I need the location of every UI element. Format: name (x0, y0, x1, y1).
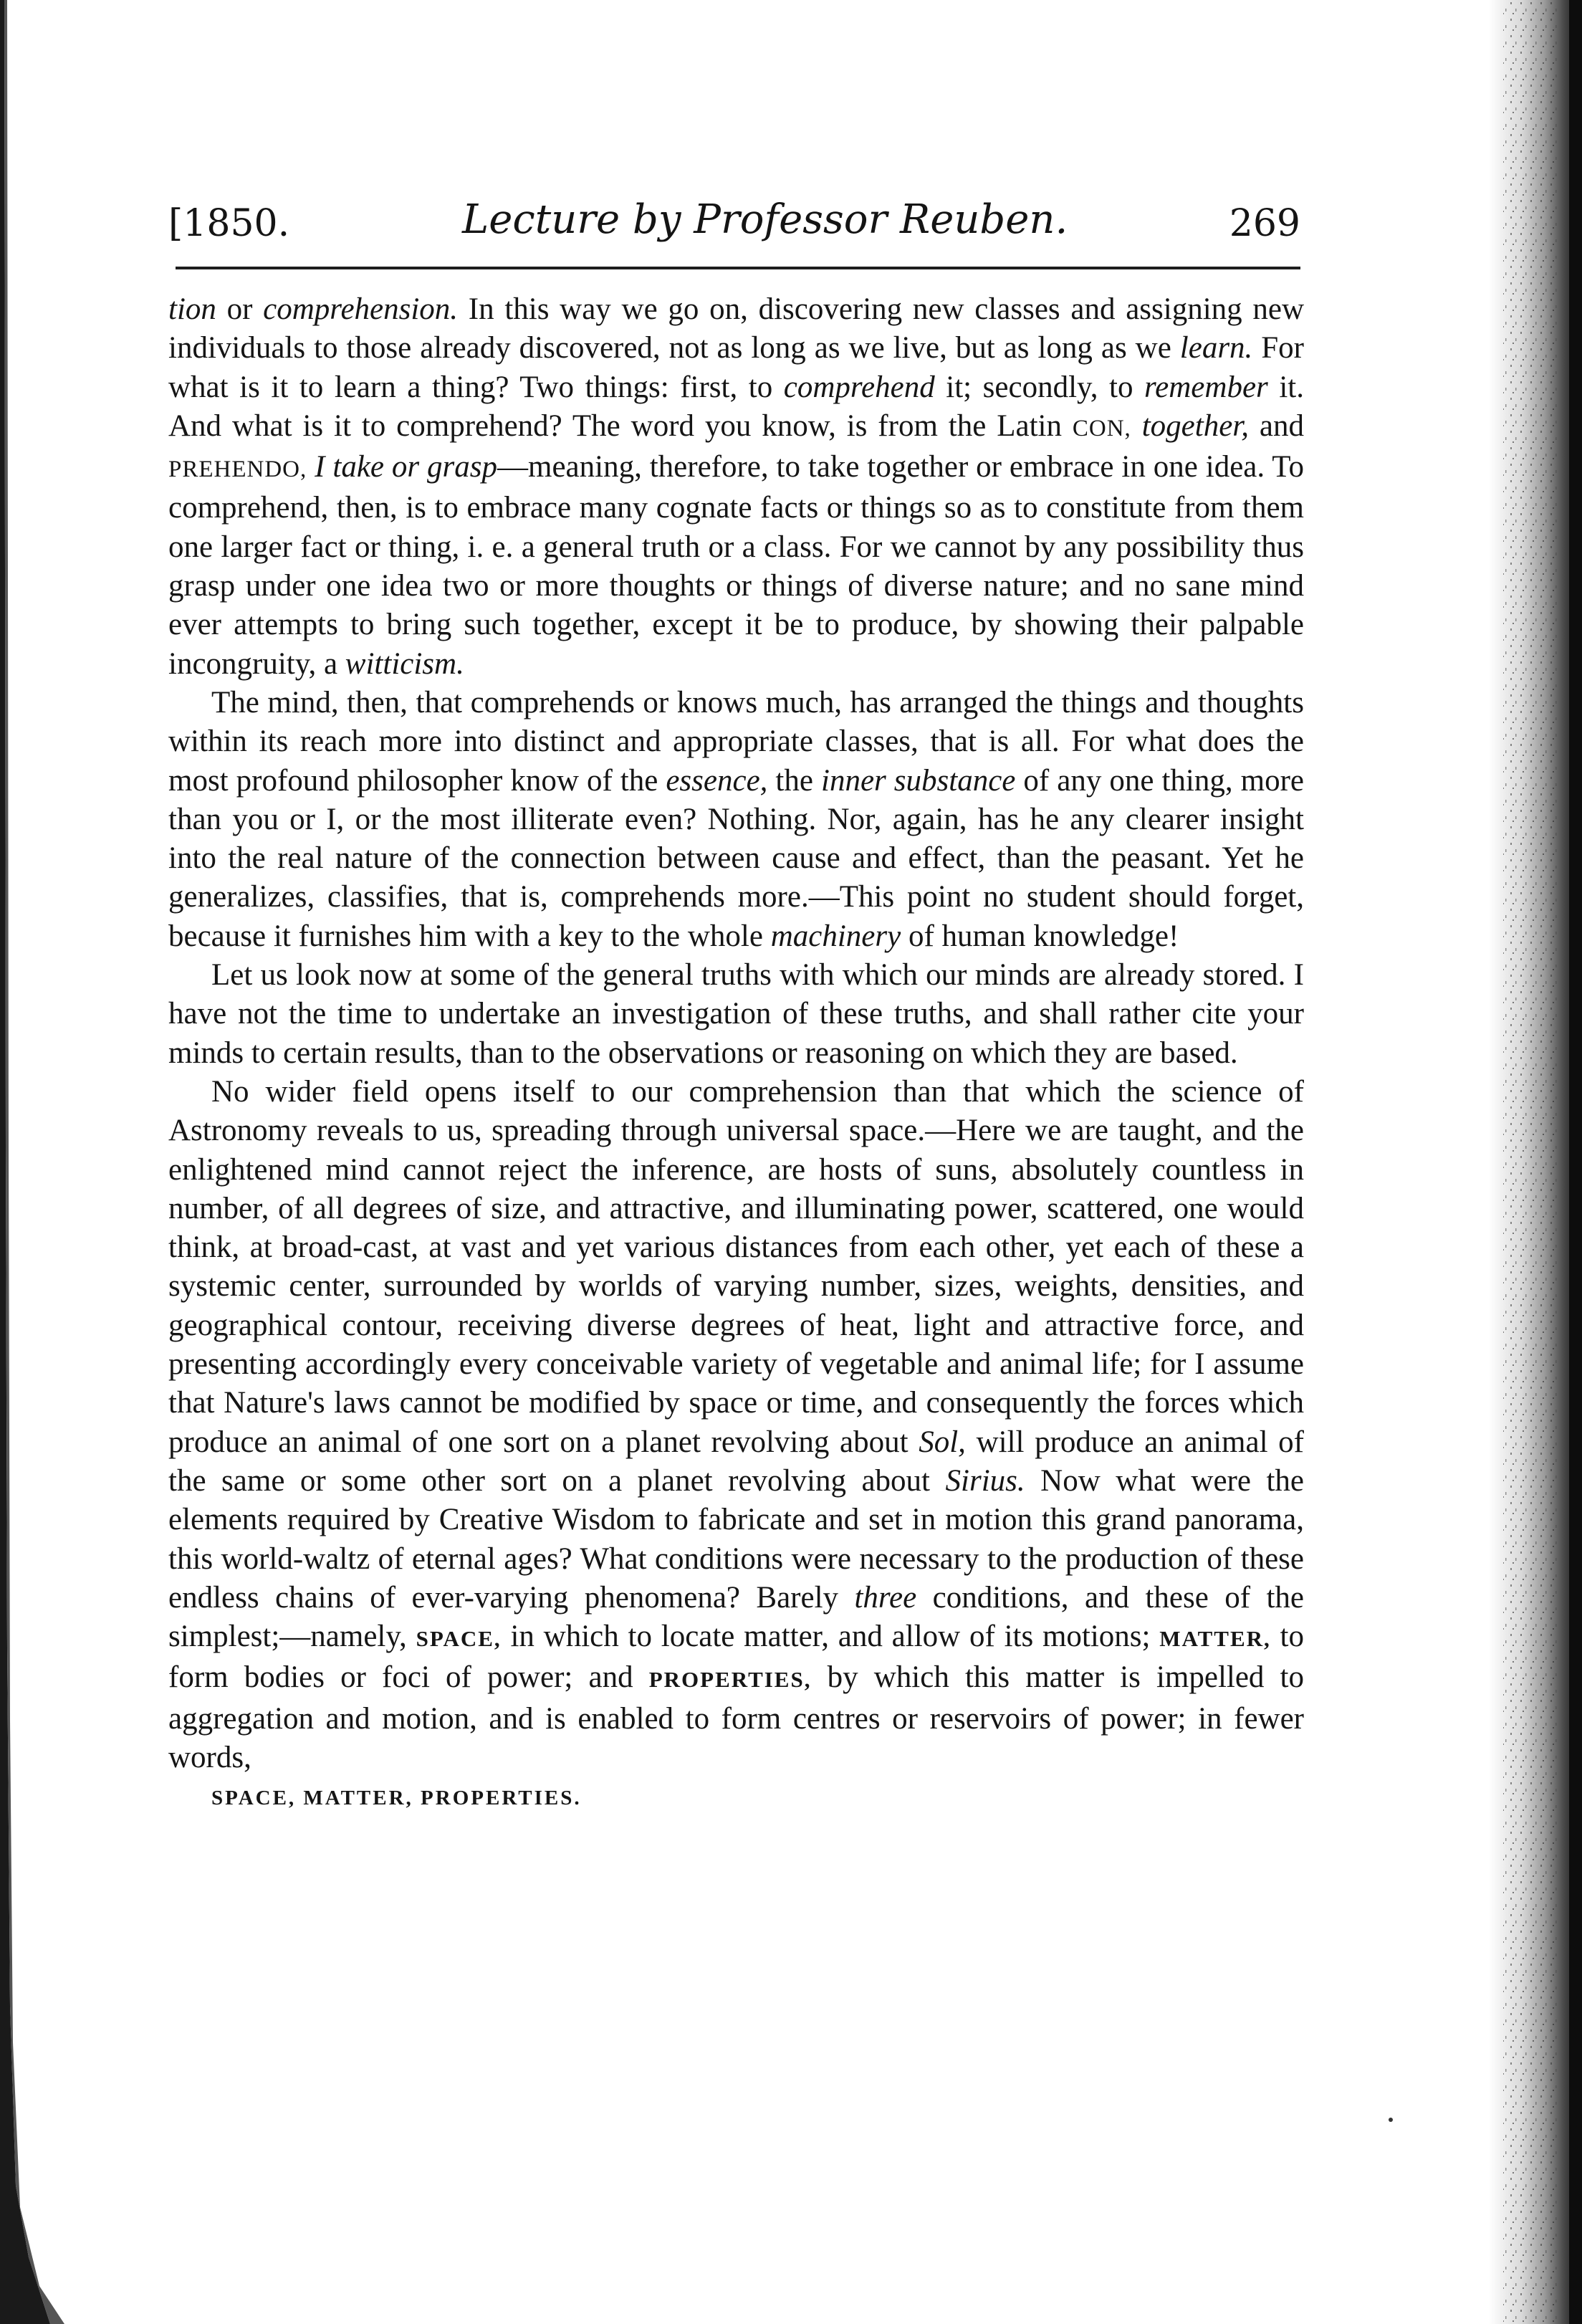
text-run: it; secondly, to (934, 370, 1145, 404)
italic-term: remember (1144, 370, 1268, 404)
italic-term: witticism. (345, 646, 464, 681)
small-caps-term: PROPERTIES, (648, 1667, 812, 1693)
ink-speck (1389, 2118, 1393, 2122)
text-run: by which this matter is impelled to aggregation and motion, and is enabled to form centres or reservoirs of power; in fewer words, (168, 1660, 1304, 1774)
small-caps-term: SPACE, (416, 1626, 502, 1652)
text-run (307, 450, 315, 484)
left-binding-shadow (0, 0, 79, 2324)
text-run: The mind, then, that comprehends or knows much, has arranged the things and thoughts within its reach more into distinct and appropriate classes, that is all. For what does the most profound philosopher know of the (168, 685, 1304, 798)
text-run: —meaning, therefore, to take together or embrace in one idea. To comprehend, then, is to embrace many cognate facts or things so as to constitute from them one larger fact or thing, i. e. a general truth or a class. For we cannot by any possibility thus grasp under one idea two or more thoughts or things of diverse nature; and no sane mind ever attempts to bring such together, except it be to produce, by showing their palpable incongruity, a (168, 450, 1304, 681)
text-run: the (767, 763, 821, 798)
header-title: Lecture by Professor Reuben. (462, 196, 1068, 243)
paragraph-3 (168, 956, 1304, 1073)
italic-term: tion (168, 292, 216, 326)
right-page-edge-shadow (1489, 0, 1582, 2324)
italic-term: inner substance (821, 763, 1016, 798)
text-run: and (1249, 408, 1305, 443)
text-run: No wider field opens itself to our comprehension than that which the science of Astronomy reveals to us, spreading through universal space.—Here we are taught, and the enlightened mind cannot reject the inference, are hosts of suns, absolutely countless in number, of all degrees of size, and attractive, and illuminating power, scattered, one would think, at broad-cast, at vast and yet various distances from each other, yet each of these a systemic center, surrounded by worlds of varying number, sizes, weights, densities, and geographical contour, receiving diverse degrees of heat, light and attractive force, and presenting accordingly every conceivable variety of vegetable and animal life; for I assume that Nature's laws cannot be modified by space or time, and consequently the forces which produce an animal of one sort on a planet revolving about (168, 1074, 1304, 1459)
text-run (1131, 409, 1142, 443)
paragraph-1 (168, 290, 1304, 684)
text-run: Now what were the elements required by Creative Wisdom to fabricate and set in motion this grand panorama, this world-waltz of eternal ages? What conditions were necessary to the production of these endless chains of ever-varying phenomena? Barely (168, 1463, 1304, 1615)
paragraph-4 (168, 1073, 1304, 1818)
text-run: conditions, and these of the simplest;—namely, (168, 1580, 1304, 1654)
text-run: to form bodies or foci of power; and (168, 1620, 1305, 1695)
small-caps-term: MATTER, (1159, 1626, 1271, 1652)
italic-term: learn. (1179, 331, 1253, 365)
text-run: of human knowledge! (901, 919, 1179, 953)
text-run: in which to locate matter, and allow of its motions; (501, 1620, 1160, 1654)
paragraph-2 (168, 684, 1304, 956)
text-run: Let us look now at some of the general truths with which our minds are already stored. I have not the time to undertake an investigation of these truths, and shall rather cite your minds to certain results, than to the observations or reasoning on which they are based. (168, 958, 1304, 1070)
italic-term: Sol, (919, 1425, 966, 1459)
small-caps-term: PREHENDO, (168, 456, 307, 483)
header-rule (176, 267, 1300, 269)
italic-term: together, (1141, 408, 1250, 443)
text-run: For what is it to learn a thing? Two things: first, to (168, 331, 1305, 404)
text-run: of any one thing, more than you or I, or the most illiterate even? Nothing. Nor, again, has he any clearer insight into the real nature of the connection between cause and effect, than the peasant. Yet he generalizes, classifies, that is, comprehends more.—This point no student should forget, because it furnishes him with a key to the whole (168, 763, 1304, 953)
text-run: In this way we go on, discovering new classes and assigning new individuals to those already discovered, not as long as we live, but as long as we (168, 292, 1304, 365)
header-year: [1850. (168, 202, 290, 245)
italic-term: I take or grasp (315, 450, 498, 484)
closing-small-caps-line: SPACE, MATTER, PROPERTIES. (211, 1787, 582, 1810)
italic-term: comprehend (783, 370, 935, 404)
small-caps-term: CON, (1072, 415, 1131, 441)
text-run: will produce an animal of the same or some other sort on a planet revolving about (168, 1425, 1304, 1498)
running-header (168, 192, 1308, 257)
italic-term: Sirius. (945, 1463, 1025, 1498)
body-text (168, 290, 1304, 1818)
page-number: 269 (1229, 202, 1300, 245)
italic-term: comprehension. (263, 292, 459, 326)
italic-term: machinery (770, 919, 901, 953)
italic-term: three (854, 1580, 917, 1615)
text-run: or (216, 292, 264, 326)
text-run: it. And what is it to comprehend? The word you know, is from the Latin (168, 370, 1304, 443)
italic-term: essence, (666, 763, 768, 798)
